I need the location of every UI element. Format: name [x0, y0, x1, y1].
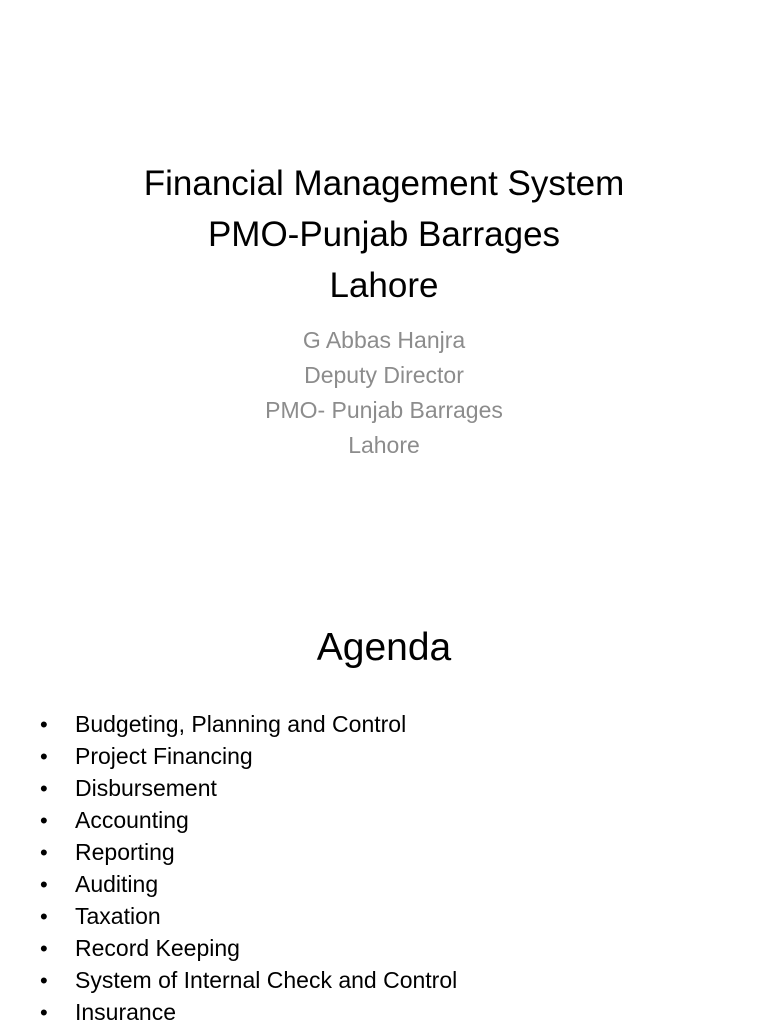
agenda-item-label: Project Financing: [75, 743, 253, 769]
agenda-item-label: System of Internal Check and Control: [75, 967, 458, 993]
title-line: Lahore: [329, 266, 439, 305]
agenda-item-label: Auditing: [75, 871, 159, 897]
list-item: [40, 708, 740, 740]
list-item: [40, 868, 740, 900]
presenter-info: [0, 323, 768, 463]
bullet-icon: •: [40, 712, 48, 737]
presenter-organization: PMO- Punjab Barrages: [265, 397, 503, 423]
presenter-name: G Abbas Hanjra: [302, 327, 466, 353]
agenda-item-label: Accounting: [75, 807, 189, 833]
agenda-item-label: Record Keeping: [75, 935, 240, 961]
list-item: [40, 900, 740, 932]
agenda-item-label: Insurance: [75, 999, 177, 1024]
agenda-list: [40, 708, 740, 1024]
agenda-item-label: Taxation: [75, 903, 161, 929]
bullet-icon: •: [40, 840, 48, 865]
bullet-icon: •: [40, 776, 48, 801]
list-item: [40, 740, 740, 772]
bullet-icon: •: [40, 1000, 48, 1024]
agenda-item-label: Reporting: [75, 839, 175, 865]
bullet-icon: •: [40, 808, 48, 833]
agenda-item-label: Budgeting, Planning and Control: [75, 711, 407, 737]
presentation-title: [0, 158, 768, 311]
bullet-icon: •: [40, 968, 48, 993]
bullet-icon: •: [40, 904, 48, 929]
presenter-designation: Deputy Director: [304, 362, 464, 388]
list-item: [40, 996, 740, 1024]
bullet-icon: •: [40, 936, 48, 961]
agenda-slide: [0, 576, 768, 1024]
agenda-title: Agenda: [316, 626, 452, 669]
list-item: [40, 932, 740, 964]
title-line: PMO-Punjab Barrages: [207, 215, 561, 254]
title-line: Financial Management System: [143, 164, 625, 203]
bullet-icon: •: [40, 872, 48, 897]
list-item: [40, 836, 740, 868]
agenda-item-label: Disbursement: [75, 775, 217, 801]
bullet-icon: •: [40, 744, 48, 769]
list-item: [40, 804, 740, 836]
list-item: [40, 772, 740, 804]
presenter-city: Lahore: [348, 432, 420, 458]
list-item: [40, 964, 740, 996]
